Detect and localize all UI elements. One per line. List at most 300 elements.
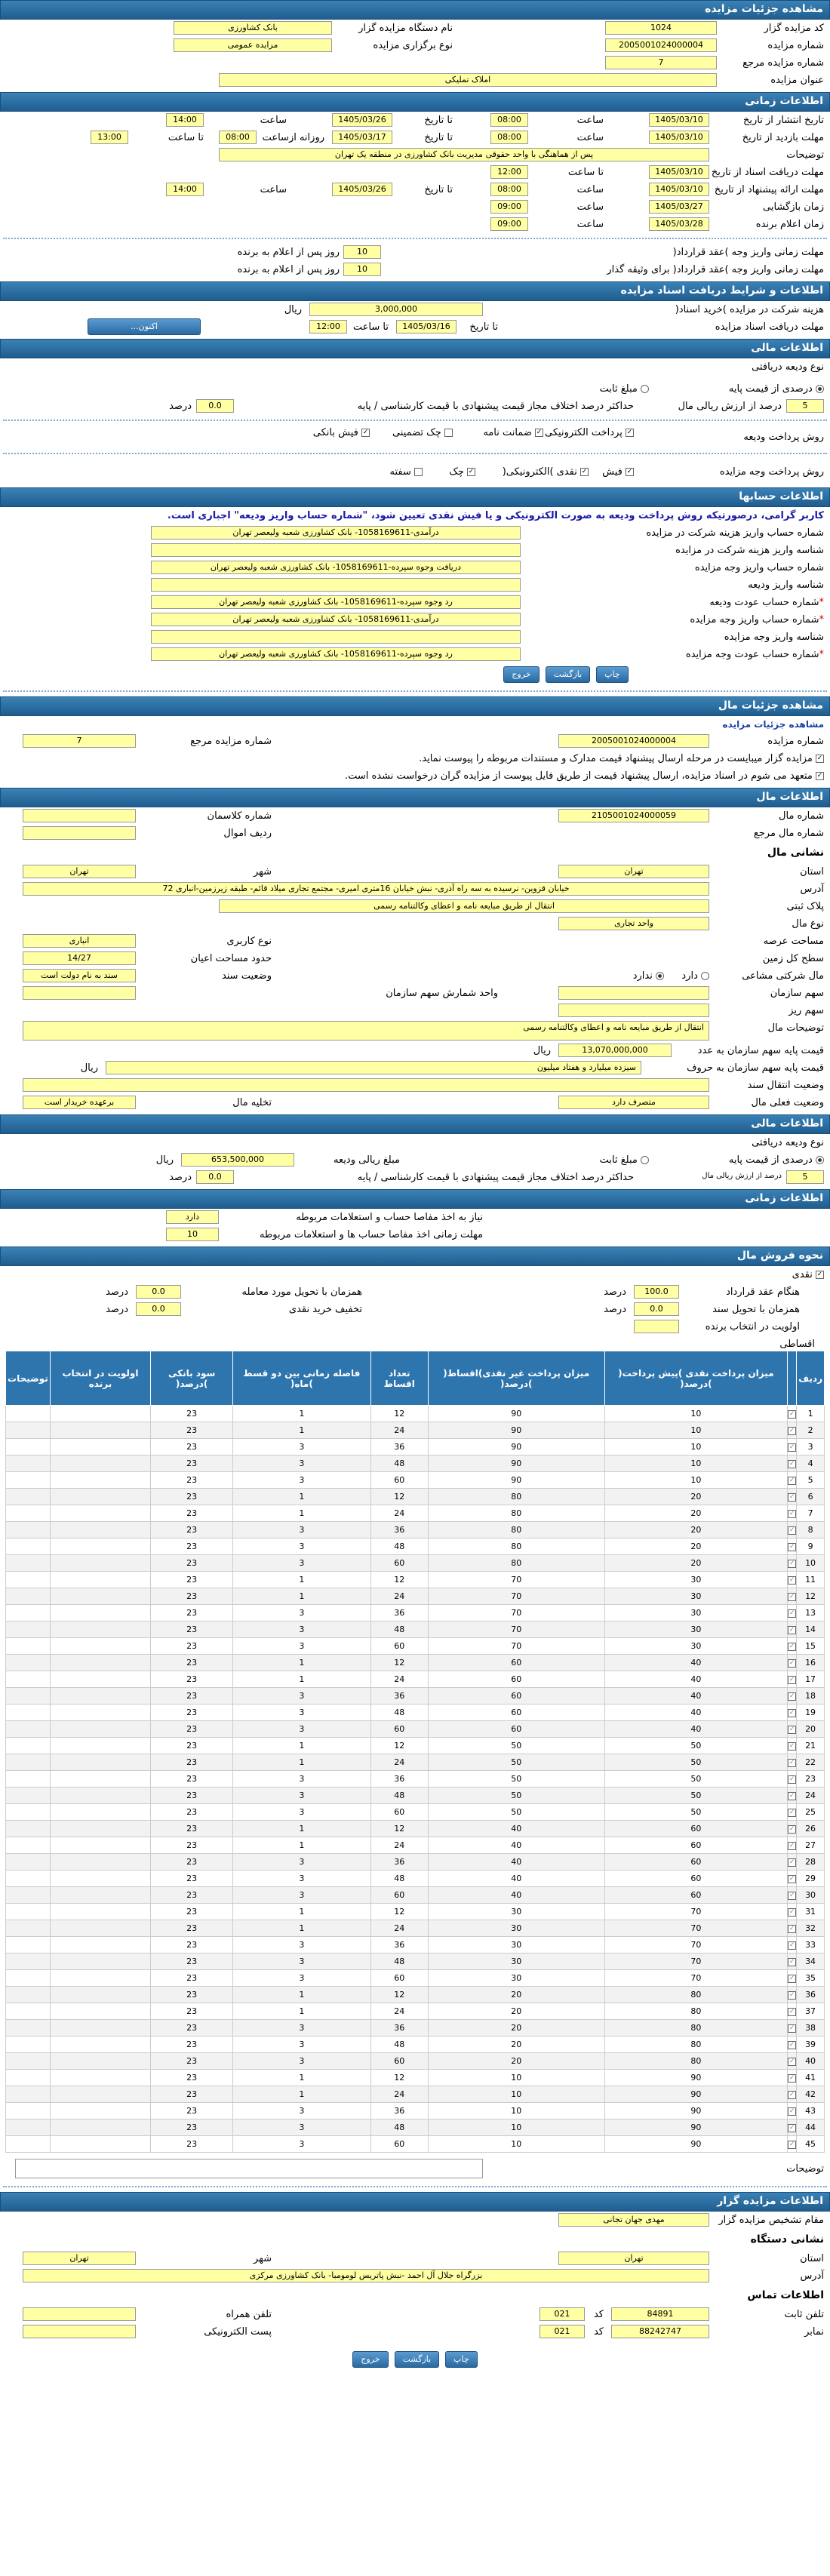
cell: 48 <box>370 2120 428 2136</box>
cell: 3 <box>233 1622 371 1638</box>
checkbox[interactable]: ✓ <box>362 429 369 436</box>
cell: 20 <box>428 2053 604 2070</box>
cell <box>50 1937 150 1954</box>
label: مال شرکتی مشاعی <box>742 970 824 982</box>
city: تهران <box>23 2252 136 2265</box>
checkbox[interactable]: ✓ <box>626 429 633 436</box>
row-checkbox[interactable]: ✓ <box>788 1539 797 1555</box>
cell: 3 <box>233 1954 371 1970</box>
label: درصد <box>604 1286 626 1298</box>
cell: 90 <box>604 2103 788 2120</box>
row-checkbox[interactable]: ✓ <box>788 1754 797 1771</box>
label: شماره مزایده <box>767 736 824 747</box>
cell: 12 <box>370 1821 428 1837</box>
label <box>724 632 824 643</box>
row-checkbox[interactable]: ✓ <box>788 1439 797 1456</box>
cell: 20 <box>604 1522 788 1539</box>
cell: 23 <box>151 1970 233 1987</box>
sub-link[interactable]: مشاهده جزئیات مزایده <box>722 719 824 730</box>
cell: 3 <box>233 2136 371 2153</box>
row-checkbox[interactable]: ✓ <box>788 1605 797 1622</box>
cell: 20 <box>604 1505 788 1522</box>
cell <box>50 1837 150 1854</box>
cell: 3 <box>233 1788 371 1804</box>
column-header: میزان پرداخت غیر نقدی)اقساط( )درصد( <box>428 1351 604 1406</box>
cell <box>6 1904 51 1920</box>
label: روز پس از اعلام به برنده <box>237 247 340 258</box>
print-button[interactable]: چاپ <box>596 666 629 683</box>
cell: 40 <box>604 1688 788 1705</box>
opening-time: 09:00 <box>490 200 528 214</box>
cell: 24 <box>370 1422 428 1439</box>
label: قیمت پایه سهم سازمان به حروف <box>687 1062 824 1074</box>
cell <box>50 1887 150 1904</box>
row-checkbox[interactable]: ✓ <box>788 1920 797 1937</box>
row-checkbox[interactable]: ✓ <box>788 2053 797 2070</box>
row-checkbox[interactable]: ✓ <box>788 1688 797 1705</box>
row-checkbox[interactable]: ✓ <box>788 2086 797 2103</box>
row-number: 26 <box>797 1821 825 1837</box>
publish-to-date: 1405/03/26 <box>332 113 392 127</box>
row-checkbox[interactable]: ✓ <box>788 2070 797 2086</box>
cell: 12 <box>370 1738 428 1754</box>
section-title: نحوه فروش مال <box>736 1250 823 1262</box>
visit-daily-from: 08:00 <box>219 131 257 144</box>
account-label: شناسه واریز وجه مزایده <box>724 632 824 643</box>
cell: 1 <box>233 1920 371 1937</box>
column-header: سود بانکی )درصد( <box>151 1351 233 1406</box>
offer-to-date: 1405/03/26 <box>332 183 392 196</box>
label: آدرس <box>800 2270 824 2282</box>
row-checkbox[interactable]: ✓ <box>788 1987 797 2003</box>
row-checkbox[interactable]: ✓ <box>788 1588 797 1605</box>
accounts-list <box>0 524 830 663</box>
cell <box>6 1522 51 1539</box>
table-row <box>6 2020 825 2037</box>
table-row <box>6 1854 825 1871</box>
cell: 23 <box>151 1505 233 1522</box>
cell: 80 <box>428 1522 604 1539</box>
row-number: 6 <box>797 1489 825 1505</box>
cell: 48 <box>370 1456 428 1472</box>
table-row <box>6 1605 825 1622</box>
label: نوع کاربری <box>226 936 272 947</box>
divider <box>3 453 827 454</box>
print-button[interactable]: چاپ <box>445 2351 478 2368</box>
row-number: 7 <box>797 1505 825 1522</box>
row-checkbox[interactable]: ✓ <box>788 1456 797 1472</box>
row-checkbox[interactable]: ✓ <box>788 1854 797 1871</box>
cell: 10 <box>604 1406 788 1422</box>
pay-slip: فیش بانکی <box>312 427 358 438</box>
table-row <box>6 1837 825 1854</box>
divider <box>3 420 827 421</box>
row-checkbox[interactable]: ✓ <box>788 2020 797 2037</box>
label: شماره مزایده مرجع <box>742 57 824 69</box>
row-checkbox[interactable]: ✓ <box>788 1788 797 1804</box>
section-timing <box>0 92 830 112</box>
back-button[interactable]: بازگشت <box>546 666 591 683</box>
cell: 30 <box>604 1638 788 1655</box>
exit-button[interactable]: خروج <box>503 666 539 683</box>
cell: 60 <box>370 1472 428 1489</box>
row-number: 38 <box>797 2020 825 2037</box>
label: ریال <box>533 1045 551 1056</box>
checkbox[interactable] <box>414 468 423 476</box>
label: ریال <box>155 1154 174 1166</box>
divider <box>3 690 827 692</box>
cell: 60 <box>428 1671 604 1688</box>
checkbox[interactable] <box>444 429 453 437</box>
cell: 10 <box>428 2103 604 2120</box>
checkbox[interactable]: ✓ <box>468 468 475 475</box>
visit-from-time: 08:00 <box>490 131 528 144</box>
share-unit <box>23 986 136 1000</box>
row-checkbox[interactable]: ✓ <box>788 2003 797 2020</box>
row-checkbox[interactable]: ✓ <box>788 1887 797 1904</box>
row-number: 9 <box>797 1539 825 1555</box>
label: مقام تشخیص مزایده گزار <box>718 2215 824 2226</box>
condition-2: متعهد می شوم در اسناد مزایده، ارسال پیشنهاد قیمت از طریق فایل پیوست از مزایده گران درخواست نشده است. <box>345 770 813 782</box>
evacuation: برعهده خریدار است <box>23 1096 136 1109</box>
account-label: شماره حساب عودت وجه مزایده <box>685 649 819 660</box>
cell <box>50 1920 150 1937</box>
cell <box>6 1754 51 1771</box>
auction-number: 2005001024000004 <box>558 734 709 748</box>
cell <box>50 2136 150 2153</box>
radio-has[interactable] <box>701 972 709 980</box>
table-row <box>6 1472 825 1489</box>
table-row <box>6 1871 825 1887</box>
cell: 50 <box>428 1771 604 1788</box>
accounts-notice: کاربر گرامی، درصورتیکه روش پرداخت ودیعه به صورت الکترونیکی و یا فیش نقدی تعیین شود، "شماره حساب واریز ودیعه" اجباری است. <box>167 510 824 521</box>
table-row <box>6 2070 825 2086</box>
label: حدود مساحت اعیان <box>190 953 272 964</box>
label: هنگام عقد قرارداد <box>726 1286 800 1298</box>
cell: 60 <box>428 1655 604 1671</box>
row-checkbox[interactable]: ✓ <box>788 2136 797 2153</box>
label: حداکثر درصد اختلاف مجاز قیمت پیشنهادی با قیمت کارشناسی / پایه <box>357 1172 634 1183</box>
checkbox[interactable]: ✓ <box>536 429 543 436</box>
label: روزانه ازساعت <box>262 132 324 143</box>
cell: 40 <box>428 1871 604 1887</box>
row-checkbox[interactable]: ✓ <box>788 1555 797 1572</box>
publish-from-date: 1405/03/10 <box>649 113 709 127</box>
cell <box>6 1871 51 1887</box>
cell: 48 <box>370 2037 428 2053</box>
cell: 70 <box>428 1622 604 1638</box>
row-checkbox[interactable]: ✓ <box>788 1804 797 1821</box>
cell: 60 <box>370 1970 428 1987</box>
label: حداکثر درصد اختلاف مجاز قیمت پیشنهادی با قیمت کارشناسی / پایه <box>357 401 634 412</box>
row-number: 30 <box>797 1887 825 1904</box>
cell: 23 <box>151 2037 233 2053</box>
label: نمابر <box>804 2326 824 2338</box>
radio-has-not[interactable] <box>656 972 664 980</box>
cell <box>6 1422 51 1439</box>
table-row <box>6 1522 825 1539</box>
account-row <box>0 594 830 611</box>
row-checkbox[interactable]: ✓ <box>788 1638 797 1655</box>
cell <box>6 1771 51 1788</box>
cell <box>6 1572 51 1588</box>
account-value <box>151 578 521 592</box>
cell <box>6 1804 51 1821</box>
auction-number: 2005001024000004 <box>605 38 717 52</box>
city: تهران <box>23 865 136 878</box>
cell: 23 <box>151 2103 233 2120</box>
label: تا ساعت <box>352 321 389 333</box>
installments-table <box>5 1351 825 2153</box>
cell: 10 <box>428 2086 604 2103</box>
table-row <box>6 1422 825 1439</box>
row-checkbox[interactable]: ✓ <box>788 1937 797 1954</box>
table-row <box>6 1920 825 1937</box>
winner-time: 09:00 <box>490 217 528 231</box>
row-checkbox[interactable]: ✓ <box>788 2037 797 2053</box>
cell: 60 <box>428 1688 604 1705</box>
section-title: اطلاعات مالی <box>751 1117 823 1130</box>
section-title: مشاهده جزئیات مزایده <box>705 3 823 15</box>
row-checkbox[interactable]: ✓ <box>788 1522 797 1539</box>
cell: 80 <box>428 1555 604 1572</box>
row-checkbox[interactable]: ✓ <box>788 2120 797 2136</box>
table-row <box>6 1439 825 1456</box>
cell: 12 <box>370 1987 428 2003</box>
row-checkbox[interactable]: ✓ <box>788 2103 797 2120</box>
cell: 23 <box>151 1804 233 1821</box>
label <box>748 579 824 591</box>
label: توضیحات <box>786 2163 824 2175</box>
cell <box>6 1821 51 1837</box>
row-checkbox[interactable]: ✓ <box>788 1738 797 1754</box>
mobile <box>23 2307 136 2321</box>
cell <box>6 2070 51 2086</box>
cell <box>50 1871 150 1887</box>
cell <box>6 1788 51 1804</box>
table-row <box>6 2037 825 2053</box>
cell: 23 <box>151 1871 233 1887</box>
cell: 90 <box>428 1406 604 1422</box>
row-number: 18 <box>797 1688 825 1705</box>
cell: 48 <box>370 1705 428 1721</box>
table-row <box>6 2136 825 2153</box>
checkbox[interactable]: ✓ <box>816 772 823 779</box>
label: وضعیت فعلی مال <box>751 1097 824 1108</box>
label: قیمت پایه سهم سازمان به عدد <box>697 1045 824 1056</box>
row-number: 15 <box>797 1638 825 1655</box>
cell: 3 <box>233 1456 371 1472</box>
row-checkbox[interactable]: ✓ <box>788 1655 797 1671</box>
row-checkbox[interactable]: ✓ <box>788 1671 797 1688</box>
cell: 23 <box>151 1456 233 1472</box>
table-row <box>6 1987 825 2003</box>
cell: 1 <box>233 1406 371 1422</box>
cell: 3 <box>233 1771 371 1788</box>
cell <box>6 1472 51 1489</box>
checkbox[interactable]: ✓ <box>816 1271 823 1278</box>
cell: 30 <box>428 1904 604 1920</box>
table-row <box>6 2053 825 2070</box>
row-checkbox[interactable]: ✓ <box>788 1422 797 1439</box>
cell <box>50 1705 150 1721</box>
cell: 3 <box>233 1871 371 1887</box>
installment-label: اقساطی <box>779 1339 815 1350</box>
cell <box>6 1588 51 1605</box>
row-checkbox[interactable]: ✓ <box>788 1572 797 1588</box>
cell <box>50 1904 150 1920</box>
label: تلفن همراه <box>226 2309 272 2320</box>
cell: 23 <box>151 2136 233 2153</box>
cell: 24 <box>370 2003 428 2020</box>
row-checkbox[interactable]: ✓ <box>788 1954 797 1970</box>
cell: 36 <box>370 1937 428 1954</box>
row-checkbox[interactable]: ✓ <box>788 1821 797 1837</box>
label: درصد از ارزش ریالی مال <box>678 401 782 412</box>
cell <box>6 2037 51 2053</box>
table-row <box>6 1804 825 1821</box>
row-checkbox[interactable]: ✓ <box>788 1721 797 1738</box>
fax-code: 021 <box>540 2325 585 2338</box>
row-checkbox[interactable]: ✓ <box>788 1622 797 1638</box>
table-row <box>6 1754 825 1771</box>
usage: انباری <box>23 934 136 948</box>
radio-fixed[interactable] <box>641 1156 649 1164</box>
cell: 23 <box>151 1705 233 1721</box>
download-docs-button[interactable]: اکنون... <box>88 318 201 335</box>
row-checkbox[interactable]: ✓ <box>788 1771 797 1788</box>
radio-percent[interactable] <box>816 385 824 393</box>
cell: 30 <box>604 1622 788 1638</box>
deposit-amount: 653,500,000 <box>181 1153 294 1167</box>
cell: 70 <box>604 1954 788 1970</box>
radio-fixed[interactable] <box>641 385 649 393</box>
row-checkbox[interactable]: ✓ <box>788 1705 797 1721</box>
cell <box>6 2003 51 2020</box>
label: درصدی از قیمت پایه <box>728 383 813 395</box>
cell <box>6 1854 51 1871</box>
label: سطح کل زمین <box>762 953 824 964</box>
label: تا تاریخ <box>424 132 453 143</box>
section-property-details <box>0 696 830 716</box>
cell: 90 <box>604 2136 788 2153</box>
checkbox[interactable]: ✓ <box>816 755 823 762</box>
row-checkbox[interactable]: ✓ <box>788 1837 797 1854</box>
row-checkbox[interactable]: ✓ <box>788 1871 797 1887</box>
label: نوع ودیعه دریافتی <box>752 361 824 373</box>
radio-percent[interactable] <box>816 1156 824 1164</box>
email <box>23 2325 136 2338</box>
cell: 90 <box>604 2086 788 2103</box>
cell: 23 <box>151 1406 233 1422</box>
label: درصد <box>106 1304 128 1315</box>
cell: 23 <box>151 1638 233 1655</box>
cell: 60 <box>370 1887 428 1904</box>
label: ساعت <box>576 219 604 230</box>
cell <box>50 2020 150 2037</box>
cell <box>50 2037 150 2053</box>
cell: 23 <box>151 2020 233 2037</box>
plak: انتقال از طریق مبایعه نامه و اعطای وکالتنامه رسمی <box>219 899 709 913</box>
cell: 3 <box>233 1804 371 1821</box>
row-number: 32 <box>797 1920 825 1937</box>
cell: 3 <box>233 1539 371 1555</box>
label: نوع مال <box>792 918 824 930</box>
cell: 60 <box>604 1887 788 1904</box>
row-checkbox[interactable]: ✓ <box>788 1472 797 1489</box>
cell: 23 <box>151 1555 233 1572</box>
label: تلفن ثابت <box>784 2309 824 2320</box>
cell: 23 <box>151 1539 233 1555</box>
row-number: 43 <box>797 2103 825 2120</box>
row-checkbox[interactable]: ✓ <box>788 1505 797 1522</box>
cell: 1 <box>233 1738 371 1754</box>
label: درصد <box>169 1172 192 1183</box>
row-checkbox[interactable]: ✓ <box>788 1406 797 1422</box>
offer-from-date: 1405/03/10 <box>649 183 709 196</box>
account-row <box>0 611 830 629</box>
label: وضعیت انتقال سند <box>747 1080 824 1091</box>
cell: 23 <box>151 1721 233 1738</box>
account-label: شناسه واریز ودیعه <box>748 579 824 591</box>
required-mark: * <box>819 597 824 608</box>
cell: 36 <box>370 1688 428 1705</box>
row-number: 16 <box>797 1655 825 1671</box>
base-price: 13,070,000,000 <box>558 1044 672 1057</box>
auction-type: مزایده عمومی <box>174 38 332 52</box>
account-row <box>0 576 830 594</box>
cash-discount: 0.0 <box>136 1302 181 1316</box>
docs-from-date: 1405/03/10 <box>649 165 709 179</box>
cell: 20 <box>604 1539 788 1555</box>
cell: 23 <box>151 2070 233 2086</box>
table-row <box>6 1655 825 1671</box>
row-checkbox[interactable]: ✓ <box>788 1904 797 1920</box>
cell: 24 <box>370 1837 428 1854</box>
cell: 23 <box>151 2003 233 2020</box>
cell <box>6 2053 51 2070</box>
cell <box>6 1671 51 1688</box>
back-button[interactable]: بازگشت <box>395 2351 440 2368</box>
exit-button[interactable]: خروج <box>352 2351 388 2368</box>
row-checkbox[interactable]: ✓ <box>788 1489 797 1505</box>
label: کد <box>593 2326 604 2338</box>
payment-deadline: 10 <box>343 245 381 259</box>
cell <box>6 1887 51 1904</box>
cell: 24 <box>370 1671 428 1688</box>
table-description <box>15 2159 483 2178</box>
row-checkbox[interactable]: ✓ <box>788 1970 797 1987</box>
cell: 3 <box>233 2103 371 2120</box>
table-row <box>6 1821 825 1837</box>
cell <box>50 1406 150 1422</box>
checkbox[interactable]: ✓ <box>581 468 588 475</box>
cell: 80 <box>604 1987 788 2003</box>
table-row <box>6 1721 825 1738</box>
divider <box>3 2186 827 2187</box>
cell: 3 <box>233 1638 371 1655</box>
cell: 1 <box>233 1505 371 1522</box>
cell: 1 <box>233 2003 371 2020</box>
account-row <box>0 646 830 663</box>
account-value: رد وجوه سپرده-1058169611- بانک کشاورزی شعبه ولیعصر تهران <box>151 647 521 661</box>
label: شماره کلاسمان <box>207 810 272 822</box>
checkbox[interactable]: ✓ <box>626 468 633 475</box>
cell <box>6 2136 51 2153</box>
cell <box>50 1738 150 1754</box>
cell: 30 <box>428 1954 604 1970</box>
cell: 50 <box>604 1754 788 1771</box>
